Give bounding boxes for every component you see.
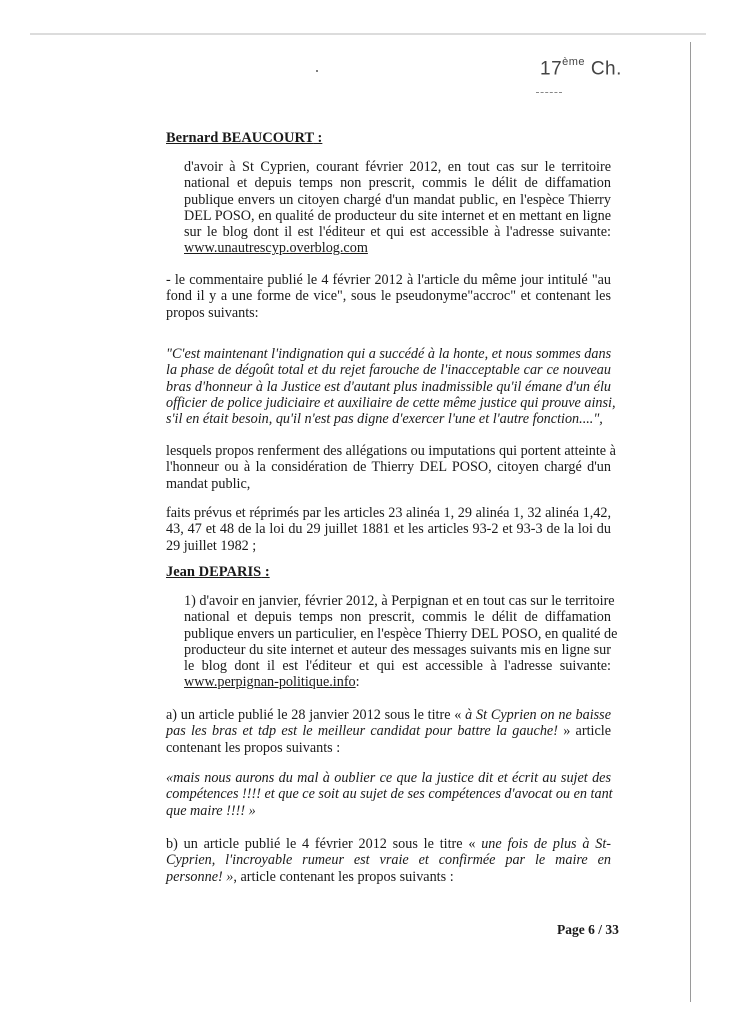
text-line: producteur du site internet et auteur des messages suivants mis en ligne sur — [184, 641, 611, 658]
quote-line: que maire !!!! » — [166, 802, 256, 819]
defendant-heading-beaucourt: Bernard BEAUCOURT : — [166, 130, 323, 146]
text-line: le blog dont il est l'éditeur et qui est accessible à l'adresse suivante: — [184, 658, 611, 675]
text-line: sur le blog dont il est l'éditeur et qui est accessible à l'adresse suivante: — [184, 224, 611, 241]
text-line: Cyprien, l'incroyable rumeur est vraie et confirmée par le maire en — [166, 852, 611, 869]
beaucourt-law-paragraph — [166, 505, 611, 554]
text-line: mandat public, — [166, 475, 251, 492]
text-line: publique envers un citoyen chargé d'un mandat public, en l'espèce Thierry — [184, 191, 611, 208]
text-line: personne! », article contenant les propos suivants : — [166, 868, 454, 885]
text-line: lesquels propos renferment des allégations ou imputations qui portent atteinte à — [166, 443, 616, 459]
text-line: propos suivants: — [166, 304, 259, 321]
page-margin-line — [690, 42, 691, 1002]
defendant-heading-deparis: Jean DEPARIS : — [166, 564, 270, 580]
text-line: national et depuis temps non prescrit, commis le délit de diffamation — [184, 175, 611, 192]
beaucourt-charge-paragraph — [184, 159, 611, 257]
beaucourt-comment-paragraph — [166, 272, 611, 321]
text-line: publique envers un particulier, en l'espèce Thierry DEL POSO, en qualité de — [184, 625, 618, 642]
quote-line: «mais nous aurons du mal à oublier ce que la justice dit et écrit au sujet des — [166, 770, 611, 786]
deparis-article-a-paragraph — [166, 707, 611, 756]
text-line: fond il y a une forme de vice", sous le pseudonyme"accroc" et contenant les — [166, 288, 611, 305]
deparis-article-b-paragraph — [166, 836, 611, 885]
beaucourt-quote-paragraph — [166, 346, 616, 428]
quote-line: bras d'honneur à la Justice est d'autant plus inadmissible qu'il émane d'un élu — [166, 378, 611, 395]
chamber-mark: 17ème Ch. — [540, 56, 622, 80]
text-line: national et depuis temps non prescrit, commis le délit de diffamation — [184, 609, 611, 626]
text-line: d'avoir à St Cyprien, courant février 2012, en tout cas sur le territoire — [184, 159, 611, 175]
text-line: pas les bras et tdp est le meilleur candidat pour battre la gauche! » article — [166, 723, 611, 740]
scan-edge-line — [30, 33, 706, 35]
scribble-mark — [536, 92, 562, 95]
beaucourt-allegation-paragraph — [166, 443, 616, 492]
quote-line: "C'est maintenant l'indignation qui a succédé à la honte, et nous sommes dans — [166, 346, 612, 362]
text-line: - le commentaire publié le 4 février 2012 à l'article du même jour intitulé "au — [166, 272, 611, 288]
text-line: contenant les propos suivants : — [166, 739, 341, 756]
text-line: b) un article publié le 4 février 2012 sous le titre « une fois de plus à St- — [166, 836, 611, 852]
text-line: DEL POSO, en qualité de producteur du site internet et en mettant en ligne — [184, 207, 611, 224]
blog-url-link[interactable]: www.unautrescyp.overblog.com — [184, 240, 368, 257]
text-line: a) un article publié le 28 janvier 2012 sous le titre « à St Cyprien on ne baisse — [166, 707, 611, 723]
page-number: Page 6 / 33 — [557, 922, 619, 937]
text-line: l'honneur ou à la considération de Thierry DEL POSO, citoyen chargé d'un — [166, 459, 611, 476]
text-line: faits prévus et réprimés par les articles 23 alinéa 1, 29 alinéa 1, 32 alinéa 1,42, — [166, 505, 611, 521]
deparis-charge-paragraph: 1) d'avoir en janvier, février 2012, à Perpignan et en tout cas sur le territoire national et depuis temps non prescrit, commis le délit de diffamation publique envers un particulier, en l'espèce Thierry DEL POSO, en qualité de producteur du site internet et auteur des messages suivants mis en ligne sur le blog dont il est l'éditeur et qui est accessible à l'adresse suivante: www.perpignan-politique.info: — [184, 593, 618, 691]
scan-speck — [316, 70, 318, 72]
text-line: 29 juillet 1982 ; — [166, 537, 257, 554]
deparis-quote-a-paragraph — [166, 770, 611, 819]
quote-line: compétences !!!! et que ce soit au sujet de ses compétences d'avocat ou en tant — [166, 786, 613, 803]
quote-line: s'il en était besoin, qu'il n'est pas digne d'exercer l'une et l'autre fonction....", — [166, 411, 603, 428]
site-url-link[interactable]: www.perpignan-politique.info — [184, 674, 356, 691]
quote-line: officier de police judiciaire et auxiliaire de cette même justice qui prouve ainsi, — [166, 394, 616, 411]
text-line: 43, 47 et 48 de la loi du 29 juillet 1881 et les articles 93-2 et 93-3 de la loi du — [166, 521, 611, 538]
text-line: 1) d'avoir en janvier, février 2012, à Perpignan et en tout cas sur le territoire — [184, 593, 615, 609]
quote-line: la phase de dégoût total et du rejet farouche de l'inacceptable car ce nouveau — [166, 362, 611, 379]
